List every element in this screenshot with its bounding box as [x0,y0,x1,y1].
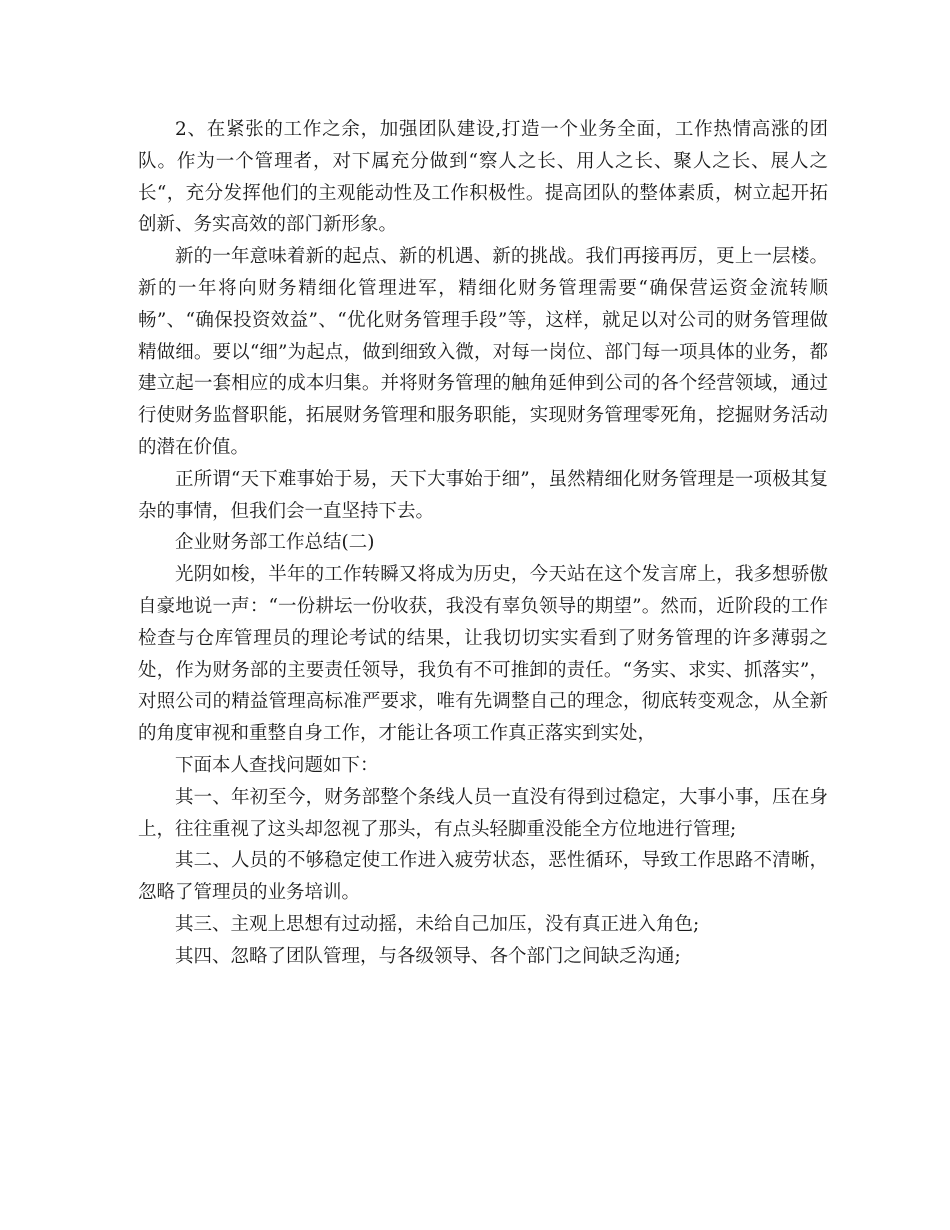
paragraph-new-year-plan: 新的一年意味着新的起点、新的机遇、新的挑战。我们再接再厉，更上一层楼。新的一年将向财务精细化管理进军，精细化财务管理需要“确保营运资金流转顺畅”、“确保投资效益”、“优化财务管理手段”等，这样，就足以对公司的财务管理做精做细。要以“细”为起点，做到细致入微，对每一岗位、部门每一项具体的业务，都建立起一套相应的成本归集。并将财务管理的触角延伸到公司的各个经营领域，通过行使财务监督职能，拓展财务管理和服务职能，实现财务管理零死角，挖掘财务活动的潜在价值。 [138,246,828,458]
paragraph-problem-3: 其三、主观上思想有过动摇，未给自己加压，没有真正进入角色; [175,913,700,935]
paragraph-half-year-review: 光阴如梭，半年的工作转瞬又将成为历史，今天站在这个发言席上，我多想骄傲自豪地说一声：“一份耕坛一份收获，我没有辜负领导的期望”。然而，近阶段的工作检查与仓库管理员的理论考试的结果，让我切切实实看到了财务管理的许多薄弱之处，作为财务部的主要责任领导，我负有不可推卸的责任。“务实、求实、抓落实”，对照公司的精益管理高标准严要求，唯有先调整自己的理念，彻底转变观念，从全新的角度审视和重整自身工作，才能让各项工作真正落实到实处， [138,564,828,745]
document-body [138,114,828,973]
paragraph-persistence: 正所谓“天下难事始于易，天下大事始于细”，虽然精细化财务管理是一项极其复杂的事情，但我们会一直坚持下去。 [138,468,828,522]
section-heading: 企业财务部工作总结(二) [175,532,375,554]
paragraph-problem-4: 其四、忽略了团队管理，与各级领导、各个部门之间缺乏沟通; [175,945,681,967]
paragraph-problems-intro: 下面本人查找问题如下： [175,754,379,776]
paragraph-team-building: 2、在紧张的工作之余，加强团队建设,打造一个业务全面，工作热情高涨的团队。作为一个管理者，对下属充分做到“察人之长、用人之长、聚人之长、展人之长“，充分发挥他们的主观能动性及工作积极性。提高团队的整体素质，树立起开拓创新、务实高效的部门新形象。 [138,119,828,236]
paragraph-problem-2: 其二、人员的不够稳定使工作进入疲劳状态，恶性循环，导致工作思路不清晰，忽略了管理员的业务培训。 [138,850,828,904]
paragraph-problem-1: 其一、年初至今，财务部整个条线人员一直没有得到过稳定，大事小事，压在身上，往往重视了这头却忽视了那头，有点头轻脚重没能全方位地进行管理; [138,786,828,840]
